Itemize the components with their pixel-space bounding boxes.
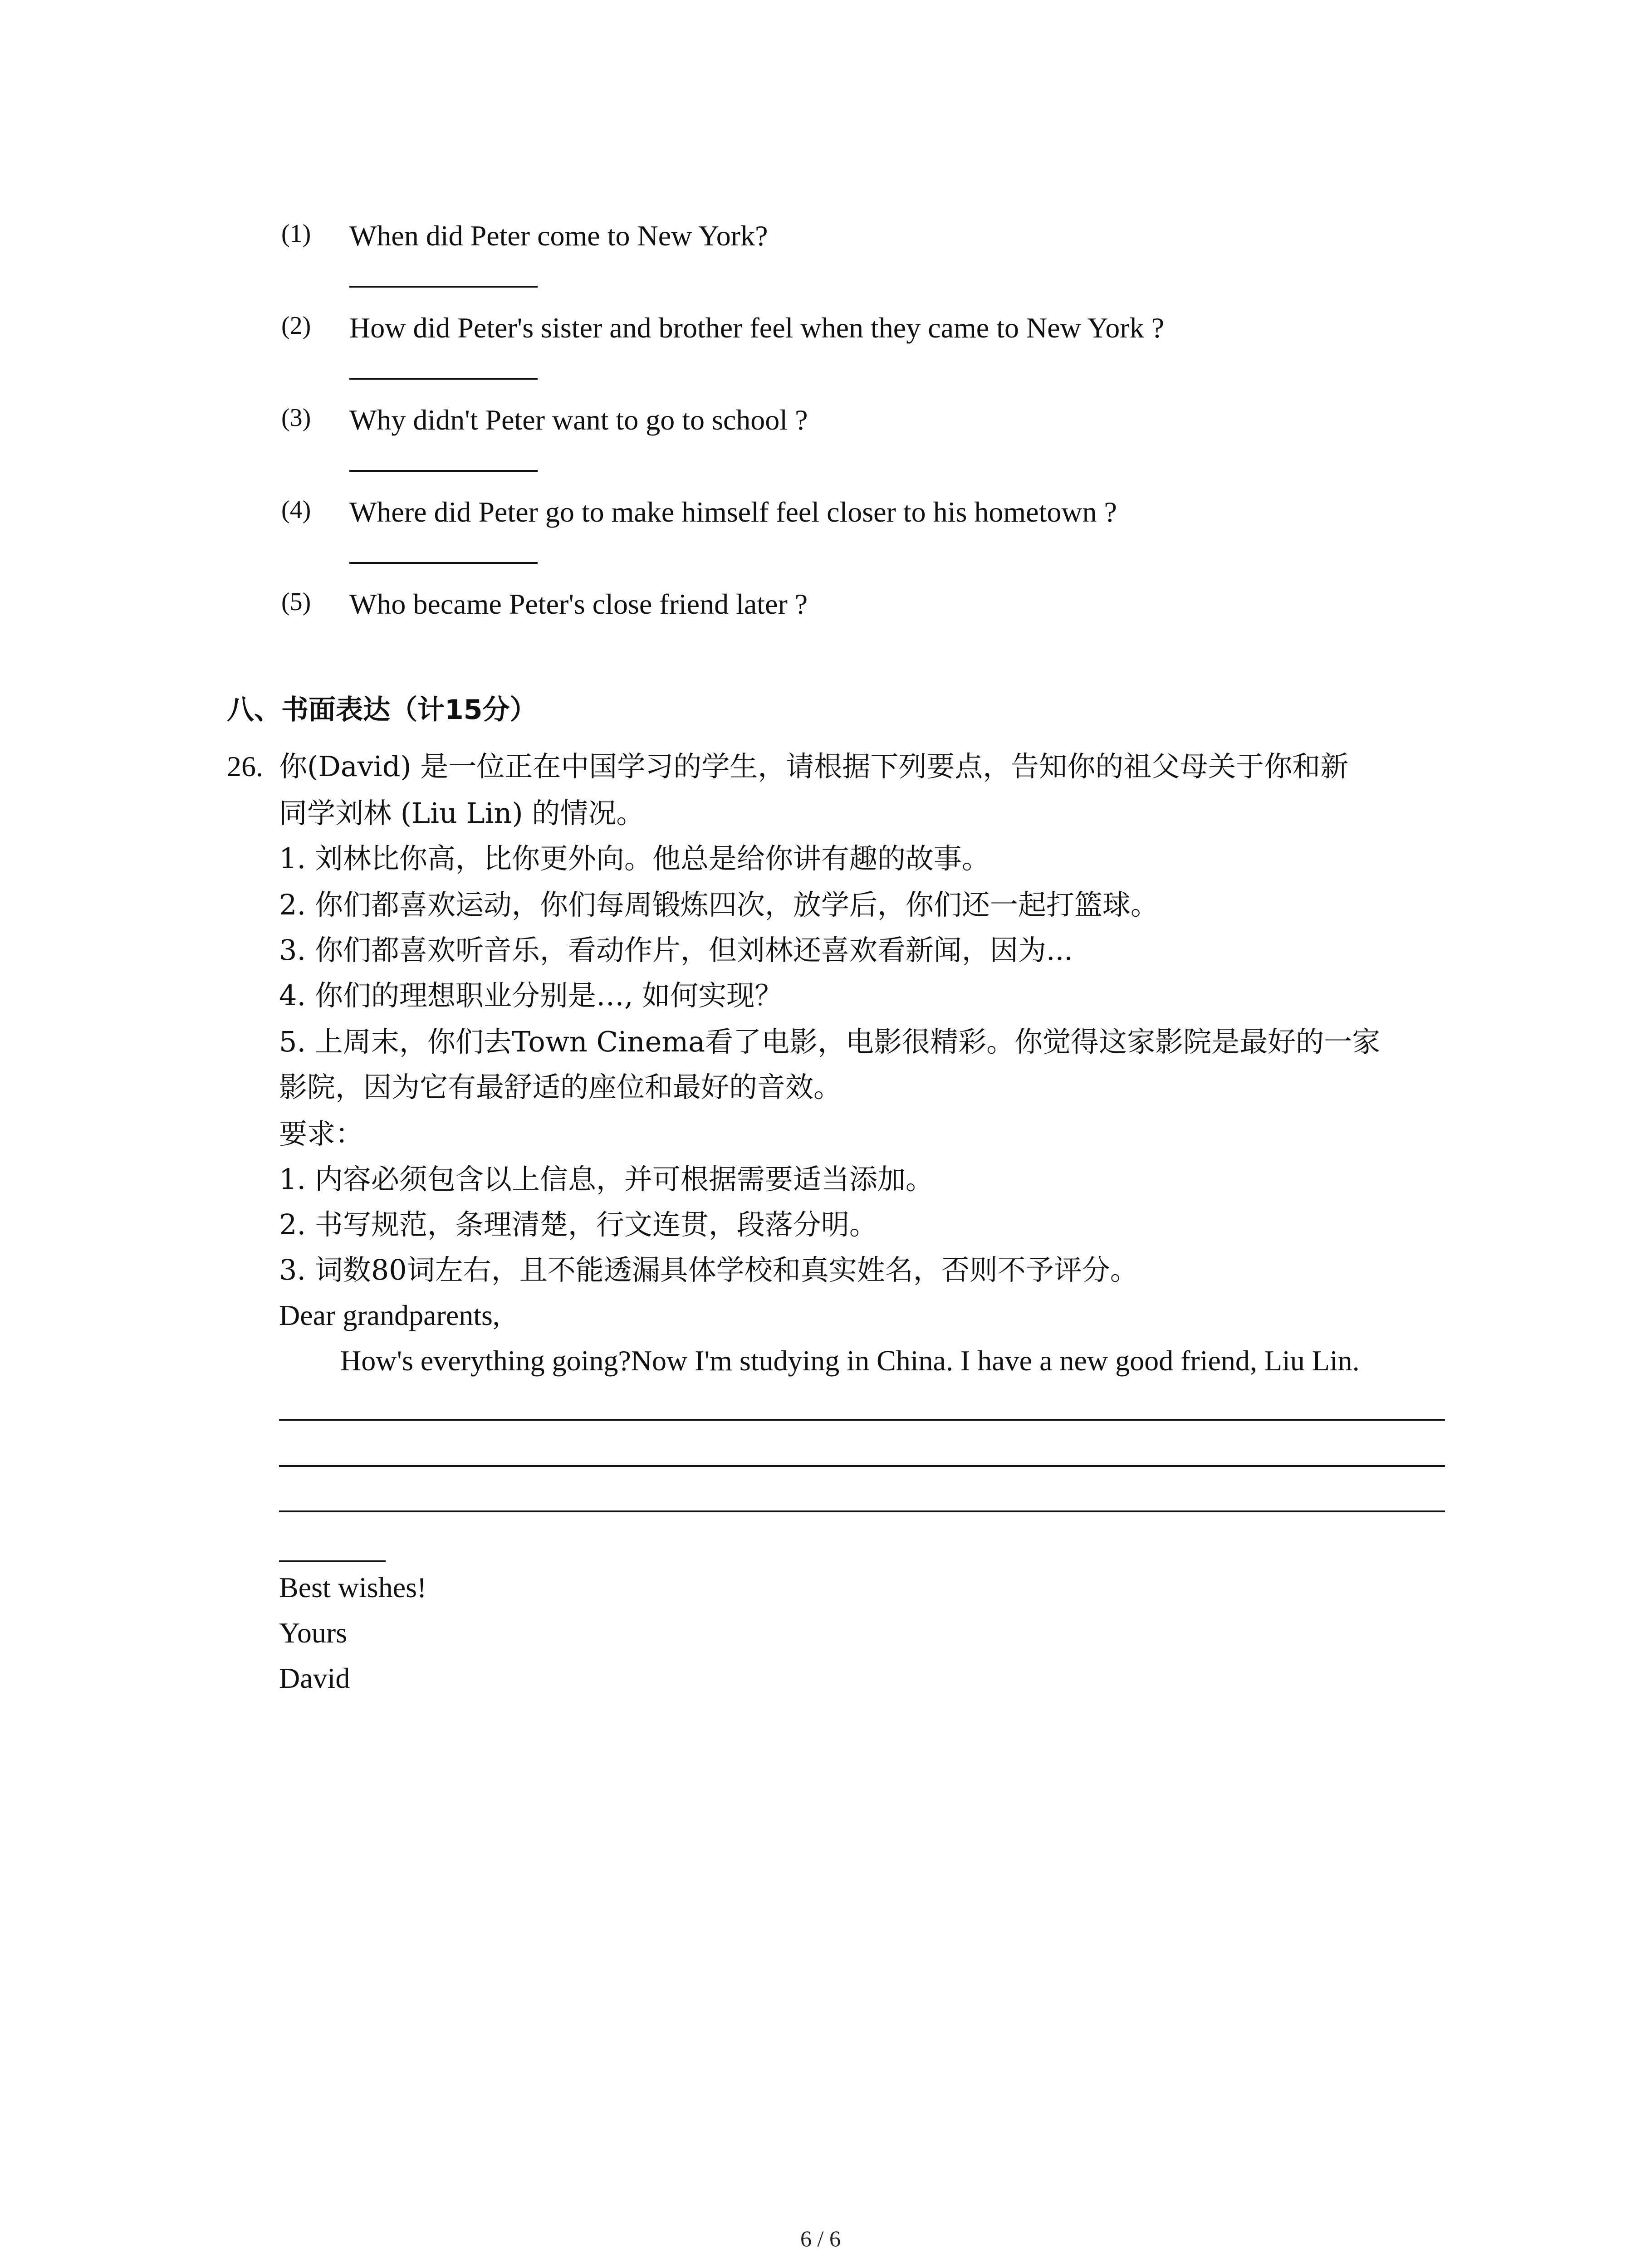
question-4 [281, 494, 1461, 585]
point-4: 4. 你们的理想职业分别是…, 如何实现？ [279, 979, 783, 1012]
question-1 [281, 218, 1461, 308]
question-text: How did Peter's sister and brother feel when they came to New York ? [349, 312, 1164, 344]
answer-blank[interactable] [349, 378, 538, 380]
answer-blank[interactable] [349, 286, 538, 288]
answer-blank[interactable] [349, 562, 538, 564]
requirement-3: 3. 词数80词左右，且不能透漏具体学校和真实姓名，否则不予评分。 [279, 1253, 1138, 1286]
letter-signature: David [279, 1662, 350, 1694]
point-1: 1. 刘林比你高，比你更外向。他总是给你讲有趣的故事。 [279, 842, 990, 875]
question-text: When did Peter come to New York? [349, 220, 768, 252]
letter-yours: Yours [279, 1617, 348, 1649]
question-text: Where did Peter go to make himself feel closer to his hometown ? [349, 496, 1117, 528]
question-3 [281, 402, 1461, 493]
writing-line-1[interactable] [279, 1419, 1445, 1421]
requirement-2: 2. 书写规范，条理清楚，行文连贯，段落分明。 [279, 1208, 877, 1241]
writing-line-4[interactable] [279, 1560, 386, 1562]
letter-closing: Best wishes! [279, 1571, 427, 1603]
requirements-label: 要求： [279, 1117, 364, 1150]
section-title: 八、书面表达（计15分） [227, 694, 537, 726]
writing-line-2[interactable] [279, 1465, 1445, 1467]
point-2: 2. 你们都喜欢运动，你们每周锻炼四次，放学后，你们还一起打篮球。 [279, 888, 1159, 921]
question-number: (5) [281, 588, 311, 616]
point-3: 3. 你们都喜欢听音乐，看动作片，但刘林还喜欢看新闻，因为... [279, 934, 1073, 967]
question-number: (3) [281, 404, 311, 432]
question-5 [281, 586, 1461, 677]
letter-greeting: Dear grandparents, [279, 1299, 500, 1331]
question-text: Who became Peter's close friend later ? [349, 588, 808, 620]
question-number: (2) [281, 312, 311, 340]
requirement-1: 1. 内容必须包含以上信息，并可根据需要适当添加。 [279, 1163, 934, 1196]
point-5-continued: 影院，因为它有最舒适的座位和最好的音效。 [279, 1070, 842, 1104]
page-number: 6 / 6 [800, 2226, 841, 2251]
writing-line-3[interactable] [279, 1510, 1445, 1512]
task-prompt-line-1: 你(David) 是一位正在中国学习的学生，请根据下列要点，告知你的祖父母关于你和新 [279, 750, 1349, 783]
question-text: Why didn't Peter want to go to school ? [349, 404, 808, 436]
point-5: 5. 上周末，你们去Town Cinema看了电影，电影很精彩。你觉得这家影院是最好的一家 [279, 1025, 1381, 1058]
task-prompt-line-2: 同学刘林 (Liu Lin) 的情况。 [279, 797, 645, 830]
task-number: 26. [227, 750, 263, 782]
answer-blank[interactable] [349, 470, 538, 472]
question-number: (1) [281, 220, 311, 248]
question-2 [281, 310, 1461, 401]
letter-opening: How's everything going?Now I'm studying in China. I have a new good friend, Liu Lin. [340, 1344, 1360, 1377]
question-number: (4) [281, 496, 311, 524]
